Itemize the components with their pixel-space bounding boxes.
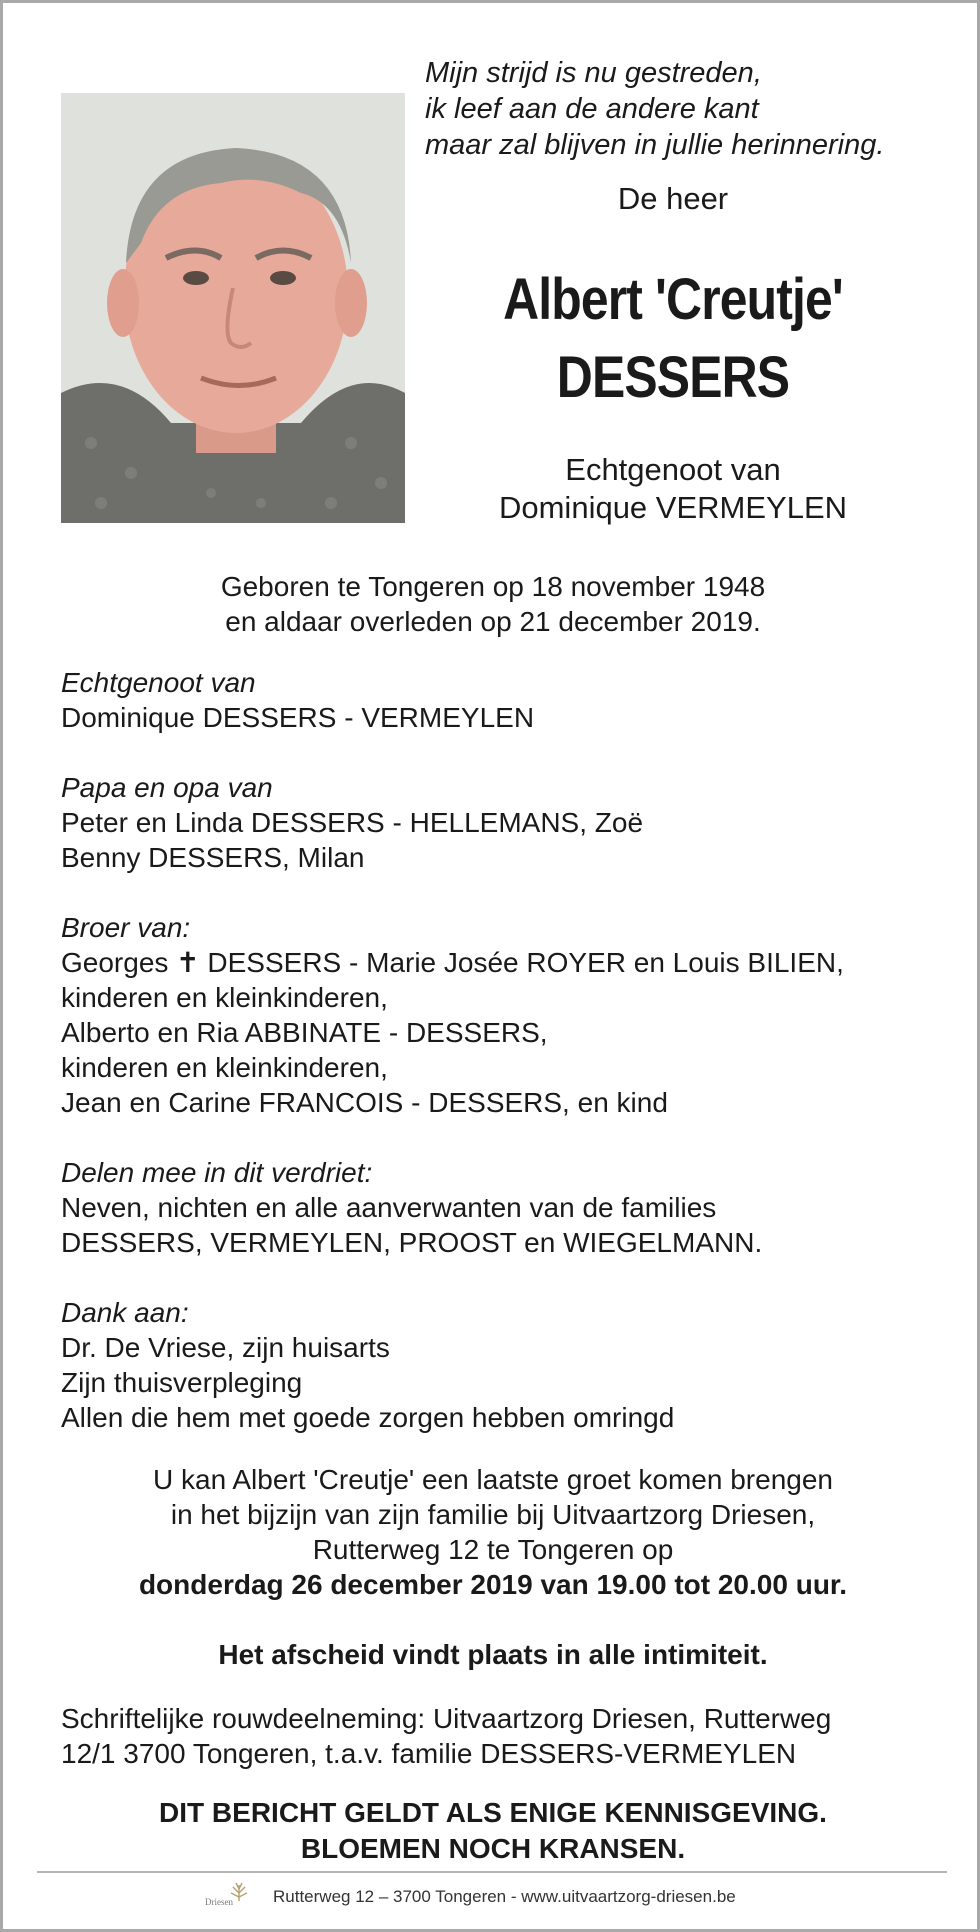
section-heading: Papa en opa van xyxy=(61,772,273,803)
visitation-line: U kan Albert 'Creutje' een laatste groet komen brengen xyxy=(153,1464,833,1495)
notice-line: DIT BERICHT GELDT ALS ENIGE KENNISGEVING. xyxy=(159,1797,827,1828)
spouse-title-label: Echtgenoot van xyxy=(565,452,781,487)
notice-line: BLOEMEN NOCH KRANSEN. xyxy=(300,1833,686,1864)
visitation-date: donderdag 26 december 2019 van 19.00 tot 20.00 uur. xyxy=(138,1569,848,1600)
section-line: Peter en Linda DESSERS - HELLEMANS, Zoë xyxy=(61,807,644,838)
section-line: Dominique DESSERS - VERMEYLEN xyxy=(61,702,535,733)
condolence-address xyxy=(61,1701,961,1771)
condolence-line: 12/1 3700 Tongeren, t.a.v. familie DESSERS-VERMEYLEN xyxy=(61,1738,797,1769)
funeral-home-logo xyxy=(203,1879,259,1915)
section-line: Georges ✝ DESSERS - Marie Josée ROYER en Louis BILIEN, xyxy=(61,947,844,978)
section-children xyxy=(61,770,961,875)
visitation-line: in het bijzijn van zijn familie bij Uitvaartzorg Driesen, xyxy=(170,1499,816,1530)
section-siblings xyxy=(61,910,961,1120)
family-sections xyxy=(61,665,961,1470)
section-line: Allen die hem met goede zorgen hebben omringd xyxy=(61,1402,675,1433)
portrait-illustration xyxy=(61,93,405,523)
footer xyxy=(203,1877,736,1917)
section-line: Jean en Carine FRANCOIS - DESSERS, en kind xyxy=(61,1087,668,1118)
deceased-name xyxy=(441,261,905,417)
condolence-line: Schriftelijke rouwdeelneming: Uitvaartzorg Driesen, Rutterweg xyxy=(61,1703,832,1734)
section-line: kinderen en kleinkinderen, xyxy=(61,982,388,1013)
footer-divider xyxy=(37,1871,947,1873)
name-last: DESSERS xyxy=(556,345,790,410)
footer-address: Rutterweg 12 – 3700 Tongeren - www.uitvaartzorg-driesen.be xyxy=(273,1887,736,1906)
section-line: Alberto en Ria ABBINATE - DESSERS, xyxy=(61,1017,548,1048)
spouse-title xyxy=(403,451,943,527)
official-notice xyxy=(43,1795,943,1867)
section-heading: Broer van: xyxy=(61,912,191,943)
birth-death-info xyxy=(43,569,943,639)
section-spouse xyxy=(61,665,961,735)
section-heading: Dank aan: xyxy=(61,1297,189,1328)
section-line: Zijn thuisverpleging xyxy=(61,1367,303,1398)
section-line: Dr. De Vriese, zijn huisarts xyxy=(61,1332,390,1363)
birth-line: Geboren te Tongeren op 18 november 1948 xyxy=(220,571,766,602)
section-heading: Echtgenoot van xyxy=(61,667,256,698)
section-heading: Delen mee in dit verdriet: xyxy=(61,1157,373,1188)
name-first: Albert 'Creutje' xyxy=(503,267,843,332)
section-line: Benny DESSERS, Milan xyxy=(61,842,365,873)
section-line: DESSERS, VERMEYLEN, PROOST en WIEGELMANN. xyxy=(61,1227,763,1258)
section-thanks xyxy=(61,1295,961,1435)
portrait-photo xyxy=(61,93,405,523)
salutation: De heer xyxy=(617,181,729,216)
spouse-title-name: Dominique VERMEYLEN xyxy=(498,490,848,525)
section-relatives xyxy=(61,1155,961,1260)
farewell-notice: Het afscheid vindt plaats in alle intimiteit. xyxy=(218,1639,768,1670)
visitation-line: Rutterweg 12 te Tongeren op xyxy=(312,1534,674,1565)
death-line: en aldaar overleden op 21 december 2019. xyxy=(225,606,761,637)
visitation-info xyxy=(43,1462,943,1602)
section-line: Neven, nichten en alle aanverwanten van de families xyxy=(61,1192,717,1223)
section-line: kinderen en kleinkinderen, xyxy=(61,1052,388,1083)
logo-text: Driesen xyxy=(205,1897,233,1907)
memorial-poem: Mijn strijd is nu gestreden, ik leef aan de andere kant maar zal blijven in jullie herinnering. xyxy=(425,57,885,161)
